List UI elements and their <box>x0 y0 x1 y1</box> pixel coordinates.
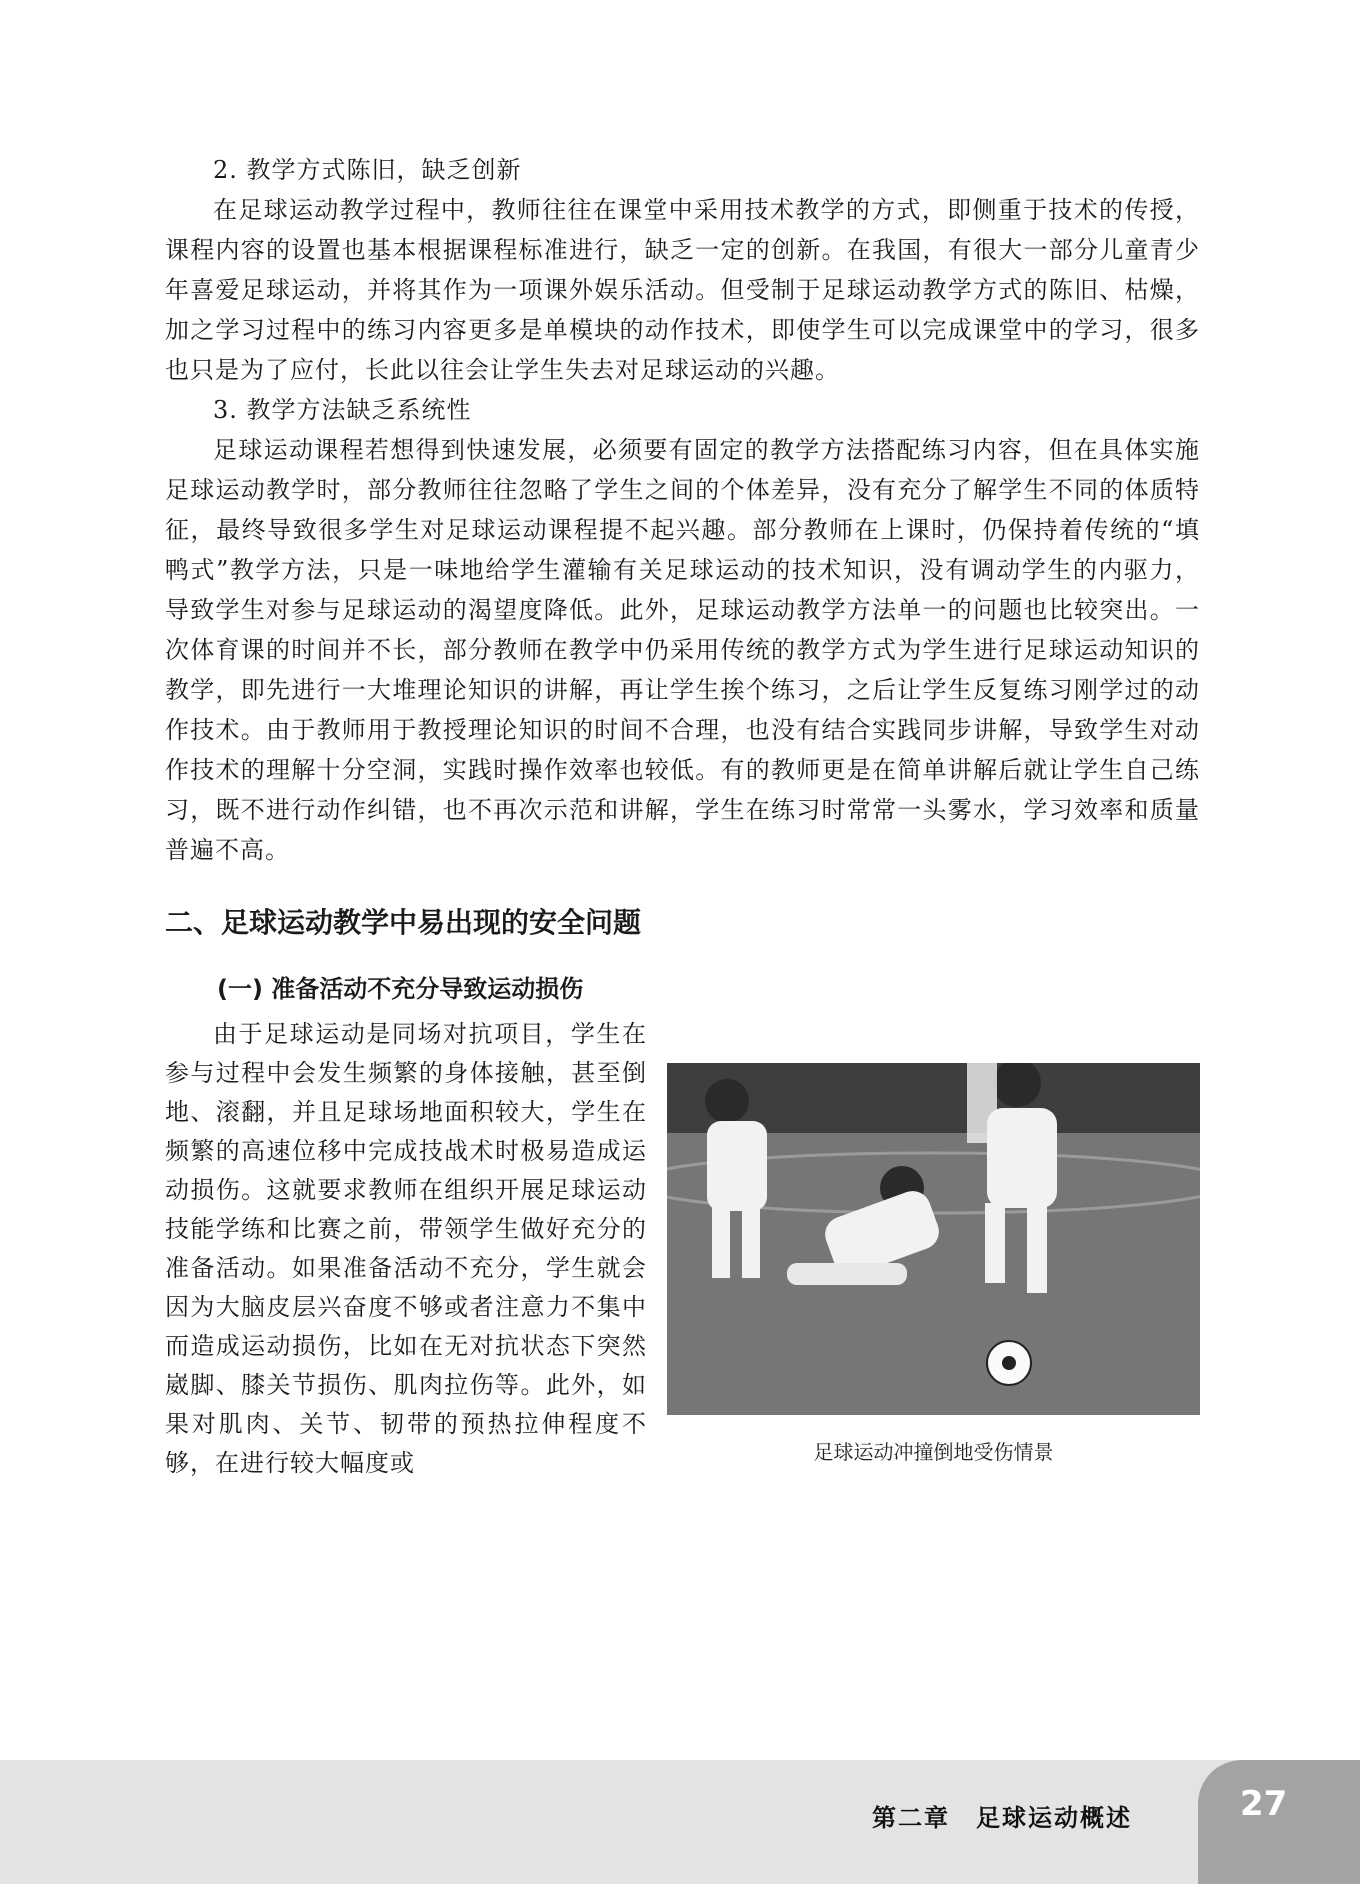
page-footer <box>0 1760 1360 1884</box>
football-injury-photo <box>667 1063 1200 1415</box>
paragraph-2: 在足球运动教学过程中，教师往往在课堂中采用技术教学的方式，即侧重于技术的传授，课程内容的设置也基本根据课程标准进行，缺乏一定的创新。在我国，有很大一部分儿童青少年喜爱足球运动，并将其作为一项课外娱乐活动。但受制于足球运动教学方式的陈旧、枯燥，加之学习过程中的练习内容更多是单模块的动作技术，即使学生可以完成课堂中的学习，很多也只是为了应付，长此以往会让学生失去对足球运动的兴趣。 <box>165 196 1200 384</box>
figure-caption: 足球运动冲撞倒地受伤情景 <box>813 1440 1054 1464</box>
wrapped-text-block <box>165 1015 1200 1483</box>
subheading-3: 3. 教学方法缺乏系统性 <box>213 396 472 424</box>
chapter-title: 第二章 足球运动概述 <box>872 1804 1132 1832</box>
page-number: 27 <box>1240 1784 1288 1824</box>
figure <box>667 1063 1200 1467</box>
paragraph-4: 由于足球运动是同场对抗项目，学生在参与过程中会发生频繁的身体接触，甚至倒地、滚翻，并且足球场地面积较大，学生在频繁的高速位移中完成技战术时极易造成运动损伤。这就要求教师在组织开展足球运动技能学练和比赛之前，带领学生做好充分的准备活动。如果准备活动不充分，学生就会因为大脑皮层兴奋度不够或者注意力不集中而造成运动损伤，比如在无对抗状态下突然崴脚、膝关节损伤、肌肉拉伤等。此外，如果对肌肉、关节、韧带的预热拉伸程度不够，在进行较大幅度或 <box>165 1020 647 1477</box>
section-heading: 二、足球运动教学中易出现的安全问题 <box>165 906 642 939</box>
page-number-tab <box>1198 1760 1360 1884</box>
subheading-2: 2. 教学方式陈旧，缺乏创新 <box>213 156 522 184</box>
page-body <box>165 150 1200 1483</box>
paragraph-3: 足球运动课程若想得到快速发展，必须要有固定的教学方法搭配练习内容，但在具体实施足球运动教学时，部分教师往往忽略了学生之间的个体差异，没有充分了解学生不同的体质特征，最终导致很多学生对足球运动课程提不起兴趣。部分教师在上课时，仍保持着传统的“填鸭式”教学方法，只是一味地给学生灌输有关足球运动的技术知识，没有调动学生的内驱力，导致学生对参与足球运动的渴望度降低。此外，足球运动教学方法单一的问题也比较突出。一次体育课的时间并不长，部分教师在教学中仍采用传统的教学方式为学生进行足球运动知识的教学，即先进行一大堆理论知识的讲解，再让学生挨个练习，之后让学生反复练习刚学过的动作技术。由于教师用于教授理论知识的时间不合理，也没有结合实践同步讲解，导致学生对动作技术的理解十分空洞，实践时操作效率也较低。有的教师更是在简单讲解后就让学生自己练习，既不进行动作纠错，也不再次示范和讲解，学生在练习时常常一头雾水，学习效率和质量普遍不高。 <box>165 436 1200 864</box>
subsection-heading: (一) 准备活动不充分导致运动损伤 <box>217 975 584 1003</box>
